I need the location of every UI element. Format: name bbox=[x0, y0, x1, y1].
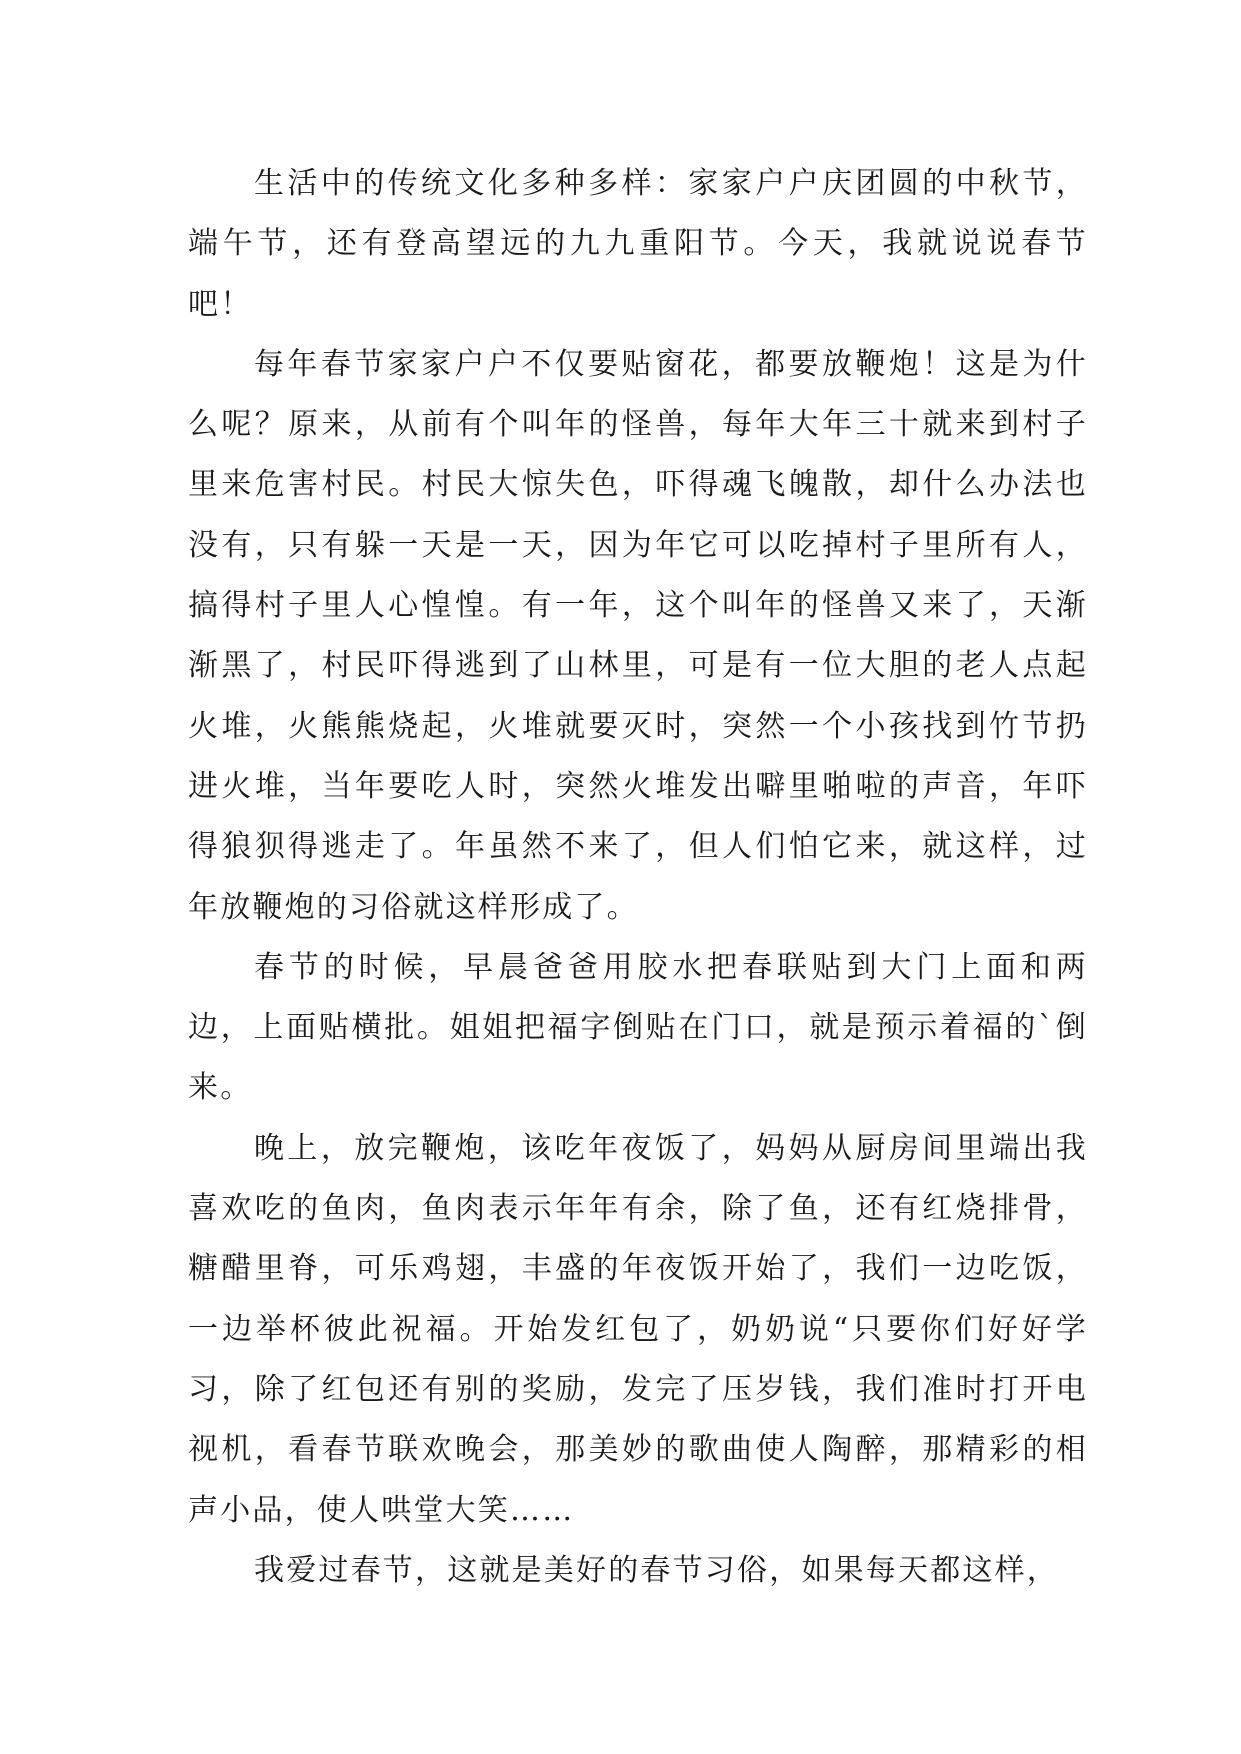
paragraph-closing: 我爱过春节，这就是美好的春节习俗，如果每天都这样， bbox=[254, 1552, 1059, 1588]
paragraph-intro: 生活中的传统文化多种多样：家家户户庆团圆的中秋节，端午节，还有登高望远的九九重阳节。今天，我就说说春节吧！ bbox=[188, 166, 1088, 322]
document-body bbox=[188, 154, 1088, 1601]
paragraph-nian-legend: 每年春节家家户户不仅要贴窗花，都要放鞭炮！这是为什么呢？原来，从前有个叫年的怪兽，每年大年三十就来到村子里来危害村民。村民大惊失色，吓得魂飞魄散，却什么办法也没有，只有躲一天是一天，因为年它可以吃掉村子里所有人，搞得村子里人心惶惶。有一年，这个叫年的怪兽又来了，天渐渐黑了，村民吓得逃到了山林里，可是有一位大胆的老人点起火堆，火熊熊烧起，火堆就要灭时，突然一个小孩找到竹节扔进火堆，当年要吃人时，突然火堆发出噼里啪啦的声音，年吓得狼狈得逃走了。年虽然不来了，但人们怕它来，就这样，过年放鞭炮的习俗就这样形成了。 bbox=[188, 346, 1088, 925]
paragraph-new-year-eve-dinner: 晚上，放完鞭炮，该吃年夜饭了，妈妈从厨房间里端出我喜欢吃的鱼肉，鱼肉表示年年有余，除了鱼，还有红烧排骨，糖醋里脊，可乐鸡翅，丰盛的年夜饭开始了，我们一边吃饭，一边举杯彼此祝福。开始发红包了，奶奶说“只要你们好好学习，除了红包还有别的奖励，发完了压岁钱，我们准时打开电视机，看春节联欢晚会，那美妙的歌曲使人陶醉，那精彩的相声小品，使人哄堂大笑…… bbox=[188, 1130, 1088, 1528]
paragraph-couplets: 春节的时候，早晨爸爸用胶水把春联贴到大门上面和两边，上面贴横批。姐姐把福字倒贴在门口，就是预示着福的`倒来。 bbox=[188, 949, 1088, 1106]
